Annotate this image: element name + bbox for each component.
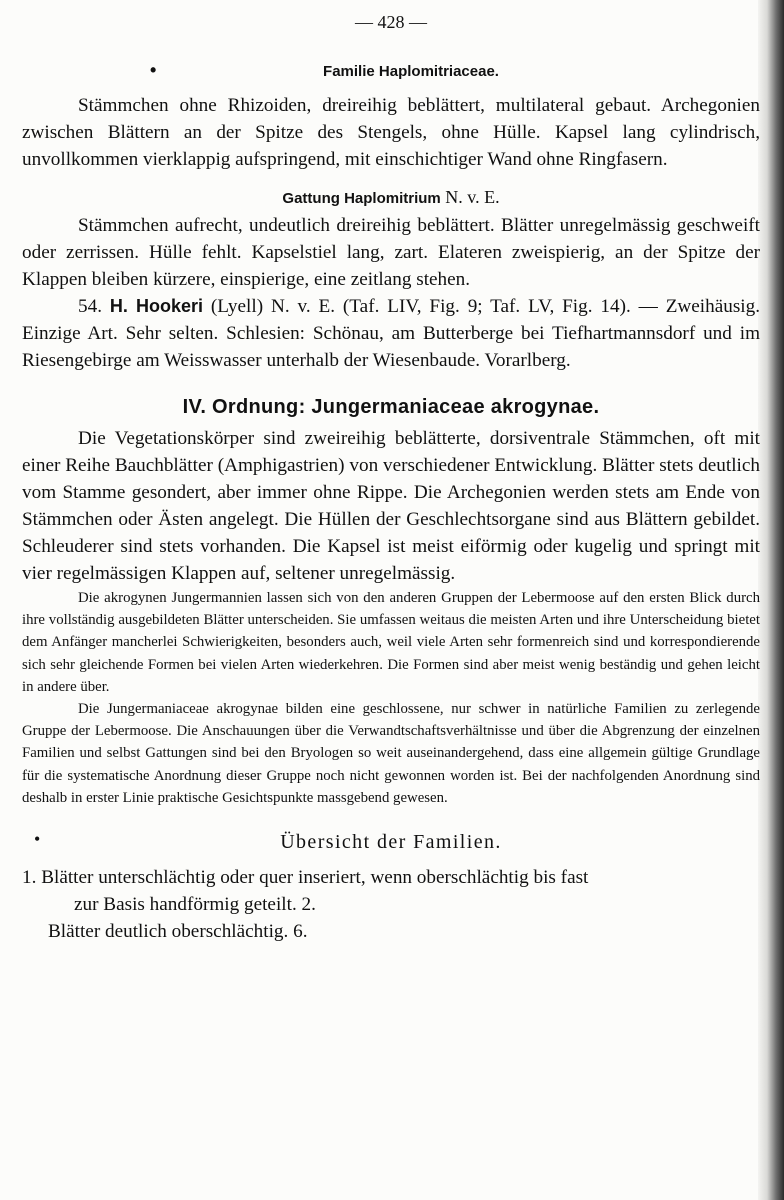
bullet-mark: • bbox=[34, 829, 42, 850]
species-entry bbox=[22, 293, 760, 374]
genus-title bbox=[22, 187, 760, 208]
species-name: H. Hookeri bbox=[109, 296, 203, 316]
key-item-1 bbox=[22, 864, 760, 918]
species-number: 54. bbox=[78, 296, 102, 317]
family-title-text: Familie Haplomitriaceae. bbox=[323, 63, 499, 80]
bullet-mark: • bbox=[150, 60, 157, 80]
order-note-1: Die akrogynen Jungermannien lassen sich von den anderen Gruppen der Lebermoose auf den ersten Blick durch ihre vollständig ausgebildeten Blätter unterscheiden. Sie umfassen weitaus die meisten Arten und ihre Unterscheidung bietet dem Anfänger mancherlei Schwierigkeiten, besonders auch, weil viele Arten sehr formenreich sind und korrespondierende sich sehr gleichende Formen bei vielen Arten wiederkehren. Die Formen sind aber meist wenig beständig und gehen leicht in andere über. bbox=[22, 590, 760, 695]
order-title: IV. Ordnung: Jungermaniaceae akrogynae. bbox=[182, 396, 600, 418]
key-item-reference: 6. bbox=[293, 921, 308, 943]
page-edge-shadow bbox=[758, 0, 784, 1200]
family-title bbox=[22, 60, 760, 80]
page-content bbox=[22, 12, 760, 945]
order-description: Die Vegetationskörper sind zweireihig beblätterte, dorsiventrale Stämmchen, oft mit einer Reihe Bauchblätter (Amphigastrien) von verschiedener Entwicklung. Blätter stets deutlich vom Stamme gesondert, aber immer ohne Rippe. Die Archegonien werden stets am Ende von Stämmchen oder Ästen angelegt. Die Hüllen der Geschlechtsorgane sind aus Blättern gebildet. Schleuderer sind stets vorhanden. Die Kapsel ist meist eiförmig oder kugelig und springt mit vier regelmässigen Klappen auf, seltener unregelmässig. bbox=[22, 428, 760, 584]
genus-author: N. v. E. bbox=[445, 187, 500, 207]
order-note-2: Die Jungermaniaceae akrogynae bilden eine geschlossene, nur schwer in natürliche Familien zu zerlegende Gruppe der Lebermoose. Die Anschauungen über die Verwandtschaftsverhältnisse und über die Abgrenzung der einzelnen Familien und selbst Gattungen sind bei den Bryologen so weit auseinandergehend, dass eine allgemein gültige Grundlage für die systematische Anordnung dieser Gruppe noch nicht gewonnen worden ist. Bei der nachfolgenden Anordnung sind deshalb in erster Linie praktische Gesichtspunkte massgebend gewesen. bbox=[22, 701, 760, 806]
key-item-continuation bbox=[48, 891, 760, 918]
genus-description: Stämmchen aufrecht, undeutlich dreireihig beblättert. Blätter unregelmässig geschweift oder zerrissen. Hülle fehlt. Kapselstiel lang, zart. Elateren zweispierig, an der Spitze der Klappen bleiben kürzere, einspierige, eine zeitlang stehen. bbox=[22, 215, 760, 290]
overview-title bbox=[22, 831, 760, 854]
genus-name: Gattung Haplomitrium bbox=[282, 190, 441, 207]
overview-title-text: Übersicht der Familien. bbox=[280, 831, 502, 854]
key-item-2 bbox=[22, 918, 760, 945]
species-details: (Lyell) N. v. E. (Taf. LIV, Fig. 9; Taf. LV, Fig. 14). — Zweihäusig. Einzige Art. Sehr selten. Schlesien: Schönau, am Butterberge bei Tiefhartmannsdorf und im Riesengebirge am Weisswasser unterhalb der Wiesenbaude. Vorarlberg. bbox=[22, 296, 761, 371]
key-item-text: Blätter deutlich oberschlächtig. bbox=[48, 921, 289, 943]
key-item-number: 1. bbox=[22, 867, 37, 889]
family-description: Stämmchen ohne Rhizoiden, dreireihig beblättert, multilateral gebaut. Archegonien zwischen Blättern an der Spitze des Stengels, ohne Hülle. Kapsel lang cylindrisch, unvollkommen vierklappig aufspringend, mit einschichtiger Wand ohne Ringfasern. bbox=[22, 95, 760, 170]
key-item-text: Blätter unterschlächtig oder quer inseriert, wenn oberschlächtig bis fast bbox=[41, 867, 589, 889]
key-item-reference: 2. bbox=[301, 894, 316, 916]
key-item-text-2: zur Basis handförmig geteilt. bbox=[74, 894, 297, 916]
page-number: — 428 — bbox=[355, 12, 427, 32]
